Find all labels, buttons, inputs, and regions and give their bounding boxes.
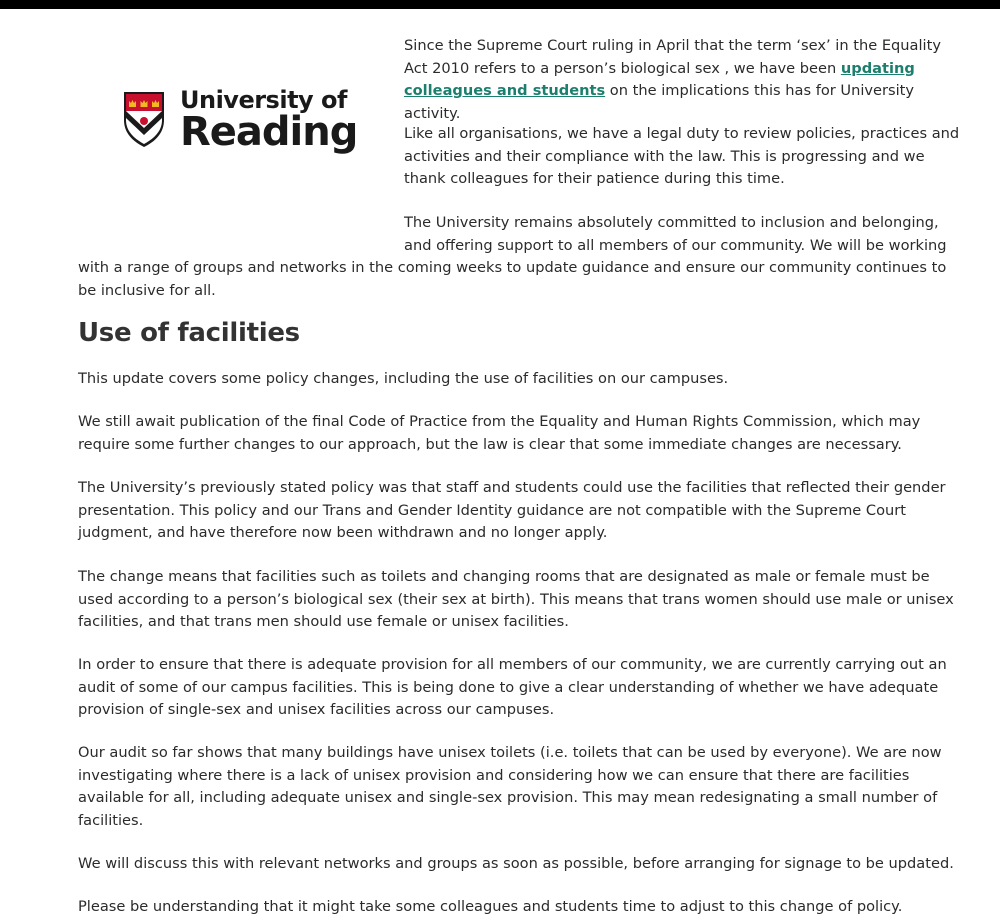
top-black-bar <box>0 0 1000 9</box>
intro-p1-text-start: Since the Supreme Court ruling in April that the term ‘sex’ in the Equality Act 2010 refers to a person’s biological sex , we have been <box>404 37 941 77</box>
section-heading: Use of facilities <box>78 318 300 348</box>
body-paragraph: In order to ensure that there is adequate provision for all members of our community, we are currently carrying out an audit of some of our campus facilities. This is being done to give a clear understanding of whether we have adequate provision of single-sex and unisex facilities across our campuses. <box>78 656 947 718</box>
body-paragraph: Please be understanding that it might take some colleagues and students time to adjust to this change of policy. <box>78 898 903 915</box>
body-paragraph: Our audit so far shows that many buildings have unisex toilets (i.e. toilets that can be used by everyone). We are now investigating where there is a lack of unisex provision and considering how we can ensure that there are facilities available for all, including adequate unisex and single-sex provision. This may mean redesignating a small number of facilities. <box>78 744 942 829</box>
logo-text-line1: University of <box>180 86 347 114</box>
university-logo[interactable] <box>122 86 358 156</box>
logo-text-line2: Reading <box>180 109 358 155</box>
body-paragraph: The change means that facilities such as toilets and changing rooms that are designated as male or female must be used according to a person’s biological sex (their sex at birth). This means that trans women should use male or unisex facilities, and that trans men should use female or unisex facilities. <box>78 568 954 630</box>
intro-paragraph-2: Like all organisations, we have a legal duty to review policies, practices and activities and their compliance with the law. This is progressing and we thank colleagues for their patience during this time. <box>404 125 960 187</box>
body-paragraph: This update covers some policy changes, including the use of facilities on our campuses. <box>78 370 729 387</box>
intro-paragraph-3-rest: with a range of groups and networks in the coming weeks to update guidance and ensure our community continues to be inclusive for all. <box>78 259 947 299</box>
updating-colleagues-link[interactable]: updating colleagues and students <box>404 59 915 99</box>
intro-paragraph-1 <box>404 35 964 125</box>
intro-p1-text-end: on the implications this has for University activity. <box>404 82 915 122</box>
crest-shield-icon <box>122 90 166 148</box>
body-paragraph: The University’s previously stated policy was that staff and students could use the facilities that reflected their gender presentation. This policy and our Trans and Gender Identity guidance are not compatible with the Supreme Court judgment, and have therefore now been withdrawn and no longer apply. <box>78 479 946 541</box>
intro-paragraph-3-start: The University remains absolutely committed to inclusion and belonging, and offering support to all members of our community. We will be working <box>404 214 947 254</box>
body-paragraph: We still await publication of the final Code of Practice from the Equality and Human Rights Commission, which may require some further changes to our approach, but the law is clear that some immediate changes are necessary. <box>78 413 921 453</box>
body-paragraph: We will discuss this with relevant networks and groups as soon as possible, before arranging for signage to be updated. <box>78 855 954 872</box>
